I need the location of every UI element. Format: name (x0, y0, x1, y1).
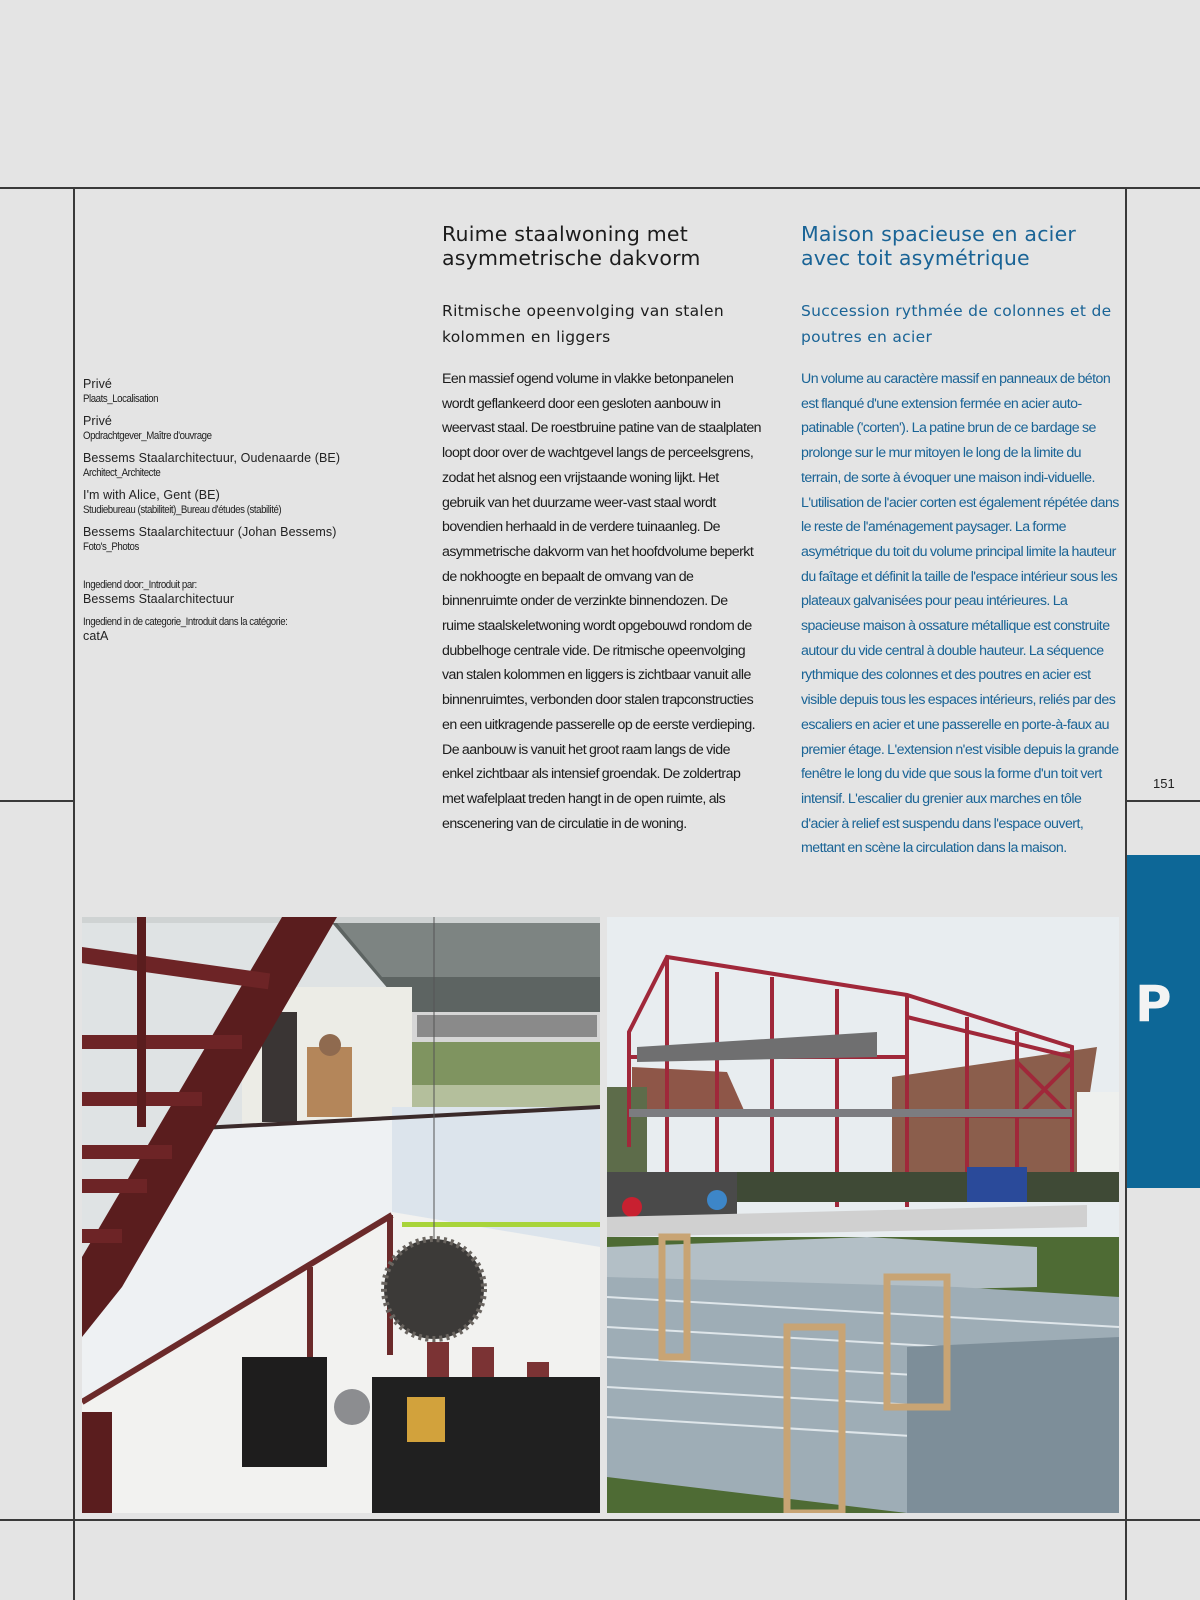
category-label: Ingediend in de categorie_Introduit dans la catégorie: (83, 616, 288, 628)
credit-label: Opdrachtgever_Maître d'ouvrage (83, 430, 212, 442)
credit-value: Bessems Staalarchitectuur (Johan Bessems) (83, 525, 337, 539)
credit-value: Bessems Staalarchitectuur, Oudenaarde (BE) (83, 451, 341, 465)
left-margin-line (73, 187, 75, 1600)
credit-value: Privé (83, 377, 112, 391)
credit-engineer (83, 488, 383, 517)
photo-interior (82, 917, 600, 1513)
submitted-by-label: Ingediend door:_Introduit par: (83, 579, 197, 591)
submitted-by (83, 578, 383, 607)
category-value: catA (83, 629, 109, 643)
credit-location (83, 377, 383, 406)
photo-construction (607, 917, 1119, 1513)
category (83, 615, 383, 644)
credit-label: Architect_Architecte (83, 467, 161, 479)
credit-label: Foto's_Photos (83, 541, 139, 553)
article-subtitle-nl: Ritmische opeenvolging van stalen kolommen en liggers (442, 302, 724, 346)
credit-client (83, 414, 383, 443)
right-margin-rule (1126, 800, 1200, 802)
project-credits (83, 377, 383, 652)
interior-photo-illustration (82, 917, 600, 1513)
section-letter: P (1135, 975, 1172, 1033)
article-title-nl: Ruime staalwoning met asymmetrische dakvorm (442, 222, 701, 270)
article-dutch (442, 222, 762, 836)
credit-value: Privé (83, 414, 112, 428)
bottom-rule (0, 1519, 1200, 1521)
article-body-fr: Un volume au caractère massif en panneaux de béton est flanqué d'une extension fermée en acier auto-patinable ('corten'). La patine brun de ce bardage se prolonge sur le mur mitoyen le long de la limite du terrain, de sorte à évoquer une maison indi-viduelle. L'utilisation de l'acier corten est également répétée dans le reste de l'aménagement paysager. La forme asymétrique du toit du volume principal limite la hauteur du faîtage et définit la taille de l'espace intérieur sous les plateaux galvanisées pour peau intérieures. La spacieuse maison à ossature métallique est construite autour du vide central à double hauteur. La séquence rythmique des colonnes et des poutres en acier est visible depuis tous les espaces intérieurs, reliés par des escaliers en acier et une passerelle en porte-à-faux au premier étage. L'extension n'est visible depuis la grande fenêtre le long du vide que sous la forme d'un toit vert intensif. L'escalier du grenier aux marches en tôle d'acier à relief est suspendu dans l'espace ouvert, mettant en scène la circulation dans la maison. (801, 371, 1119, 857)
left-margin-rule (0, 800, 74, 802)
construction-photo-illustration (607, 917, 1119, 1513)
article-title-fr: Maison spacieuse en acier avec toit asymétrique (801, 222, 1077, 270)
top-rule (0, 187, 1200, 189)
article-body-nl: Een massief ogend volume in vlakke betonpanelen wordt geflankeerd door een gesloten aanbouw in weervast staal. De roestbruine patine van de staalplaten loopt door over de wachtgevel langs de perceelsgrens, zodat het alsnog een vrijstaande woning lijkt. Het gebruik van het duurzame weer-vast staal wordt bovendien herhaald in de verdere tuinaanleg. De asymmetrische dakvorm van het hoofdvolume beperkt de nokhoogte en bepaalt de omvang van de binnenruimte onder de verzinkte binnendozen. De ruime staalskeletwoning wordt opgebouwd rondom de dubbelhoge centrale vide. De ritmische opeenvolging van stalen kolommen en liggers is zichtbaar vanuit alle binnenruimtes, verbonden door stalen trapconstructies en een uitkragende passerelle op de eerste verdieping. De aanbouw is vanuit het groot raam langs de vide enkel zichtbaar als intensief groendak. De zoldertrap met wafelplaat treden hangt in de open ruimte, als enscenering van de circulatie in de woning. (442, 371, 762, 832)
article-french (801, 222, 1121, 861)
credit-value: I'm with Alice, Gent (BE) (83, 488, 220, 502)
credit-label: Plaats_Localisation (83, 393, 159, 405)
section-tab (1127, 855, 1200, 1188)
credit-photos (83, 525, 383, 554)
credit-architect (83, 451, 383, 480)
page-number: 151 (1153, 776, 1175, 791)
submitted-by-value: Bessems Staalarchitectuur (83, 592, 235, 606)
article-subtitle-fr: Succession rythmée de colonnes et de poutres en acier (801, 302, 1112, 346)
credit-label: Studiebureau (stabiliteit)_Bureau d'études (stabilité) (83, 504, 282, 516)
